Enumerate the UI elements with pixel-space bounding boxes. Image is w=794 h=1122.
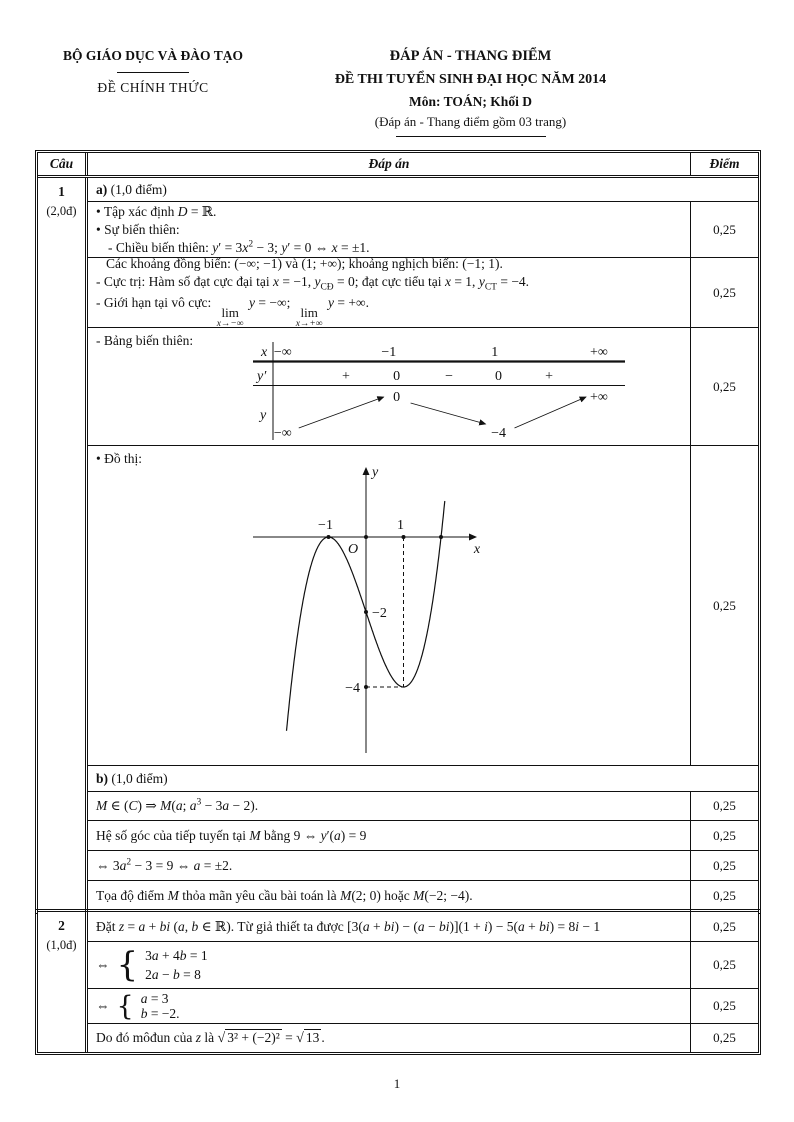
- function-graph: [246, 452, 508, 764]
- answer-line: Do đó môđun của z là √ 3² + (−2)² = √ 13 .: [96, 1029, 325, 1046]
- part-b-heading: b) (1,0 điểm): [96, 770, 168, 786]
- score-cell: 0,25: [690, 258, 758, 327]
- answer-line: M ∈ (C) ⇒ M(a; $a^3 - 3a - 2$).: [96, 797, 259, 813]
- pages-note: (Đáp án - Thang điểm gồm 03 trang): [374, 114, 567, 129]
- svg-text:−: −: [445, 369, 453, 384]
- col-header-cau: Câu: [38, 153, 88, 175]
- page-number: 1: [393, 1076, 401, 1091]
- question-points: (2,0đ): [46, 204, 77, 218]
- row-part-b-heading: [88, 765, 758, 791]
- score-cell: 0,25: [690, 328, 758, 445]
- score-cell: 0,25: [690, 881, 758, 911]
- svg-text:−2: −2: [372, 606, 387, 621]
- svg-text:0: 0: [495, 369, 503, 384]
- svg-text:+∞: +∞: [590, 345, 608, 360]
- row-m-thuoc-c: [88, 791, 758, 820]
- answer-line: • Tập xác định D = ℝ.: [96, 203, 217, 219]
- variation-table: [253, 340, 625, 442]
- score-cell: 0,25: [690, 202, 758, 257]
- iff-symbol: ⇔: [96, 957, 110, 972]
- equation-line: a = 3: [140, 991, 169, 1006]
- brace-symbol: {: [116, 945, 139, 985]
- doc-type: ĐỀ CHÍNH THỨC: [97, 80, 209, 95]
- score-cell: 0,25: [690, 912, 758, 941]
- svg-text:x: x: [473, 542, 481, 557]
- svg-text:1: 1: [397, 518, 404, 533]
- svg-text:−∞: −∞: [273, 345, 292, 360]
- col-header-dapan: Đáp án: [368, 156, 410, 171]
- svg-text:1: 1: [491, 345, 499, 360]
- svg-text:−4: −4: [345, 681, 360, 696]
- row-he-phuong-trinh-1: [88, 941, 758, 988]
- row-giai-a: [88, 850, 758, 880]
- row-modun: [88, 1023, 758, 1052]
- svg-text:−1: −1: [318, 518, 333, 533]
- answer-line: Các khoảng đồng biến: (−∞; −1) và (1; +∞); khoảng nghịch biến: (−1; 1).: [106, 256, 503, 272]
- table-header: [38, 153, 758, 178]
- answer-line: - Cực trị: Hàm số đạt cực đại tại x = −1, $y_{CĐ} = 0$; đạt cực tiểu tại x = 1, $y_{CT} = -4$.: [96, 274, 530, 293]
- org-rule: [117, 72, 189, 73]
- header-left: [44, 48, 262, 96]
- row-khoang-bien: [88, 256, 758, 330]
- svg-text:x: x: [261, 345, 268, 360]
- svg-text:O: O: [347, 542, 359, 557]
- svg-text:+: +: [545, 369, 554, 384]
- score-cell: 0,25: [690, 446, 758, 765]
- svg-text:y′: y′: [257, 369, 267, 384]
- part-a-heading: a) (1,0 điểm): [96, 181, 167, 197]
- svg-text:0: 0: [393, 390, 401, 405]
- svg-text:0: 0: [393, 369, 401, 384]
- row-tap-xac-dinh: [88, 201, 758, 257]
- equation-line: b = −2.: [140, 1006, 180, 1021]
- svg-text:y: y: [372, 465, 379, 480]
- answer-line: - Giới hạn tại vô cực: lim x→−∞ y = −∞; lim x→+∞ y = +∞.: [96, 295, 369, 330]
- svg-text:y: y: [260, 408, 267, 423]
- org-name: BỘ GIÁO DỤC VÀ ĐÀO TẠO: [63, 48, 243, 63]
- score-cell: 0,25: [690, 1024, 758, 1052]
- subject-line: Môn: TOÁN; Khối D: [409, 94, 532, 109]
- row-do-thi: [88, 445, 758, 765]
- question-1-label-cell: [38, 178, 88, 911]
- equation-line: 2a − b = 8: [145, 967, 201, 982]
- score-cell: 0,25: [690, 989, 758, 1023]
- svg-text:−4: −4: [491, 426, 506, 441]
- row-toa-do-m: [88, 880, 758, 911]
- svg-text:+: +: [342, 369, 350, 384]
- doc-subtitle: ĐỀ THI TUYỂN SINH ĐẠI HỌC NĂM 2014: [334, 72, 607, 87]
- svg-text:−1: −1: [381, 345, 397, 360]
- title-rule: [396, 136, 546, 137]
- answer-line: Tọa độ điểm M thỏa mãn yêu cầu bài toán là M(2; 0) hoặc M(−2; −4).: [96, 888, 473, 903]
- answer-table-q1: [37, 152, 759, 912]
- row-bang-bien-thien: [88, 327, 758, 445]
- question-points: (1,0đ): [46, 938, 77, 952]
- score-cell: 0,25: [690, 942, 758, 988]
- answer-line: - Chiều biến thiên: $y' = 3x^2 - 3$; y′ = 0 ⇔ x = ±1.: [108, 239, 370, 255]
- score-cell: 0,25: [690, 792, 758, 820]
- svg-text:+∞: +∞: [590, 390, 608, 405]
- answer-line: Hệ số góc của tiếp tuyến tại M bằng 9 ⇔ y′(a) = 9: [96, 827, 367, 843]
- score-cell: 0,25: [690, 821, 758, 850]
- row-he-phuong-trinh-2: [88, 988, 758, 1023]
- iff-symbol: ⇔: [96, 998, 110, 1013]
- question-number: 1: [58, 184, 65, 199]
- doc-title: ĐÁP ÁN - THANG ĐIỂM: [389, 48, 552, 64]
- header-right: [283, 48, 658, 137]
- answer-table-q2: [37, 911, 759, 1053]
- svg-text:−∞: −∞: [273, 426, 292, 441]
- row-dat-z: [88, 912, 758, 941]
- answer-line: ⇔ $3a^2 - 3 = 9$ ⇔ a = ±2.: [96, 857, 233, 873]
- question-number: 2: [58, 918, 65, 933]
- answer-line: Đặt z = a + bi (a, b ∈ ℝ). Từ giả thiết ta được [3(a + bi) − (a − bi)](1 + i) − 5(a + bi) = 8i − 1: [96, 918, 601, 934]
- answer-line: • Đồ thị:: [96, 451, 142, 466]
- brace-symbol: {: [116, 990, 134, 1022]
- row-he-so-goc: [88, 820, 758, 850]
- score-cell: 0,25: [690, 851, 758, 880]
- question-2-label-cell: [38, 912, 88, 1052]
- equation-line: 3a + 4b = 1: [145, 948, 208, 963]
- row-part-a-heading: [88, 178, 758, 201]
- col-header-diem: Điểm: [690, 153, 758, 175]
- answer-line: - Bảng biến thiên:: [96, 333, 194, 348]
- answer-line: • Sự biến thiên:: [96, 221, 180, 237]
